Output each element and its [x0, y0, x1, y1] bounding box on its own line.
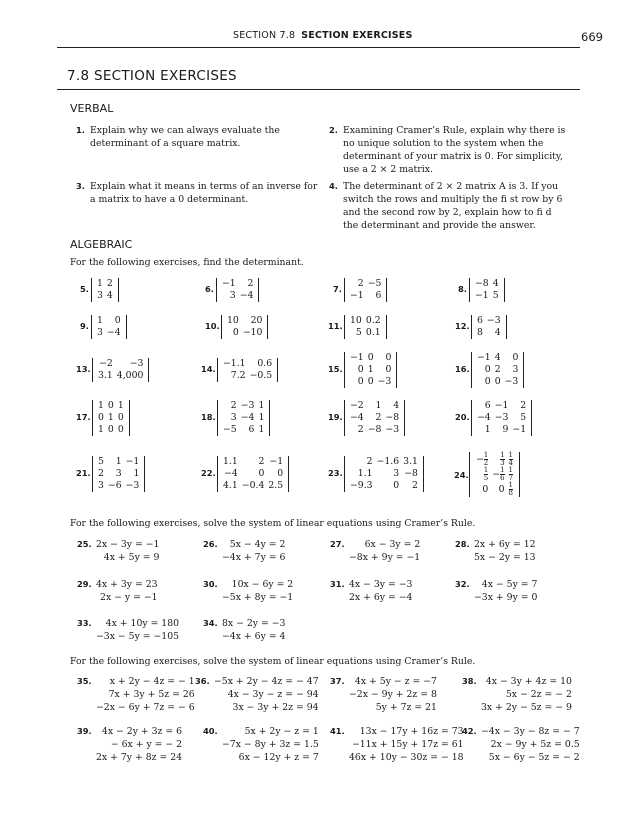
matrix-entry: −1 [494, 400, 509, 411]
matrix-entry: −0.4 [241, 480, 265, 491]
matrix-entry: −2 [99, 358, 113, 369]
exercise-number: 21. [76, 468, 91, 478]
matrix-entry: 6 [375, 290, 382, 301]
equation-system [96, 725, 182, 764]
equation-system [222, 578, 293, 604]
exercise-number: 35. [77, 676, 92, 686]
matrix-entry: −8 [404, 468, 418, 479]
matrix-entry: −5 [367, 278, 382, 289]
matrix-entry: 2 [375, 412, 382, 423]
equation: 7x + 3y + 5z = 26 [108, 689, 195, 700]
matrix-entry: −6 [107, 480, 122, 491]
equation-system [96, 578, 158, 604]
determinant-matrix [344, 352, 397, 388]
matrix-entry: 9 [502, 424, 509, 435]
determinant-matrix [471, 352, 524, 388]
determinant-matrix [344, 278, 387, 302]
matrix-entry: −10 [242, 327, 263, 338]
matrix-entry: 0 [98, 412, 104, 423]
matrix-entry: −1.6 [376, 456, 400, 467]
exercise-number: 34. [203, 618, 218, 628]
equation-system [222, 725, 319, 764]
matrix-entry: 4.1 [223, 480, 238, 491]
matrix-entry: −3 [504, 376, 519, 387]
instructions-cramer-3x3: For the following exercises, solve the system of linear equations using Cramer’s Rule. [70, 656, 476, 667]
determinant-matrix [92, 456, 145, 492]
matrix-entry: −3 [377, 376, 392, 387]
matrix-entry: 1 [117, 400, 124, 411]
matrix-entry: 3.1 [403, 456, 418, 467]
equation-system [349, 675, 437, 714]
determinant-matrix [216, 278, 259, 302]
matrix-entry: 6 [248, 424, 255, 435]
exercise-number: 25. [77, 539, 92, 549]
matrix-entry: 2 [106, 278, 113, 289]
algebraic-heading: ALGEBRAIC [70, 238, 133, 251]
matrix-entry: −3 [494, 412, 509, 423]
determinant-matrix [217, 456, 289, 492]
exercise-number: 30. [203, 579, 218, 589]
matrix-entry: 10 [227, 315, 239, 326]
determinant-matrix [221, 315, 268, 339]
matrix-entry: −4 [240, 412, 255, 423]
matrix-entry: 0.6 [257, 358, 273, 369]
exercise-number: 31. [330, 579, 345, 589]
matrix-entry: 0 [385, 364, 392, 375]
determinant-matrix [344, 456, 424, 492]
matrix-entry: 0 [357, 376, 364, 387]
matrix-entry: 4 [492, 278, 499, 289]
equation: 5x − 2y = 13 [474, 552, 536, 563]
exercise-2: 2. Examining Cramer’s Rule, explain why there is no unique solution to the system when the determinant of your matrix is 0. For simplicity, use a 2 × 2 matrix. [329, 125, 566, 175]
exercise-number: 15. [328, 364, 343, 374]
matrix-entry: −1.1 [223, 358, 246, 369]
equation: 13x − 17y + 16z = 73 [359, 726, 464, 737]
equation: 2x + 6y = −4 [349, 592, 413, 603]
matrix-entry: 2 [98, 468, 104, 479]
instructions-cramer-2x2: For the following exercises, solve the system of linear equations using Cramer’s Rule. [70, 518, 476, 529]
equation: 6x − 12y + z = 7 [238, 752, 319, 763]
equation-system [349, 725, 464, 764]
matrix-entry: 3 [512, 364, 519, 375]
exercise-number: 42. [462, 726, 477, 736]
equation: 3x + 2y − 5z = − 9 [481, 702, 572, 713]
matrix-entry: −1 [222, 278, 236, 289]
matrix-entry: 2 [258, 456, 265, 467]
matrix-entry: 10 [350, 315, 362, 326]
equation: −5x + 8y = −1 [222, 592, 294, 603]
equation: 4x − 2y + 3z = 6 [101, 726, 183, 737]
matrix-entry: 5 [355, 327, 362, 338]
equation: −4x + 7y = 6 [222, 552, 286, 563]
exercise-number: 23. [328, 468, 343, 478]
matrix-entry: 0 [367, 352, 374, 363]
equation: 10x − 6y = 2 [231, 579, 294, 590]
exercise-number: 27. [330, 539, 345, 549]
exercise-number: 26. [203, 539, 218, 549]
matrix-entry: 1 [115, 456, 122, 467]
exercise-number: 17. [76, 412, 91, 422]
matrix-entry: −3 [125, 480, 140, 491]
equation-system [96, 538, 159, 564]
matrix-entry: 6 [484, 400, 491, 411]
matrix-entry: 2 [247, 278, 254, 289]
matrix-entry: 2 [366, 456, 373, 467]
matrix-entry: 0 [277, 468, 284, 479]
section-title: 7.8 SECTION EXERCISES [67, 68, 237, 84]
matrix-entry: −1 [269, 456, 284, 467]
determinant-matrix [469, 278, 505, 302]
matrix-entry: 0 [367, 376, 374, 387]
equation-system [96, 617, 179, 643]
matrix-entry: 1 [97, 315, 103, 326]
exercise-number: 37. [330, 676, 345, 686]
exercise-number: 41. [330, 726, 345, 736]
equation: 4x + 3y = 23 [96, 579, 158, 590]
title-rule [57, 89, 580, 90]
matrix-entry: 3 [98, 480, 104, 491]
equation-system [474, 578, 537, 604]
matrix-entry: −4 [224, 468, 238, 479]
equation: 2x + 6y = 12 [474, 539, 536, 550]
matrix-entry: 0 [494, 376, 501, 387]
determinant-matrix [217, 400, 270, 436]
equation: −2x − 6y + 7z = − 6 [96, 702, 195, 713]
equation: 6x − 3y = 2 [364, 539, 421, 550]
matrix-entry: 1 [98, 424, 104, 435]
matrix-entry: −4 [350, 412, 364, 423]
matrix-entry: 1.1 [223, 456, 238, 467]
matrix-entry: 1.1 [357, 468, 373, 479]
equation: 5x − 2z = − 2 [505, 689, 572, 700]
equation-system [214, 675, 319, 714]
matrix-entry: 1 [133, 468, 140, 479]
matrix-entry: 20 [250, 315, 263, 326]
matrix-entry: 0 [107, 400, 114, 411]
matrix-entry: 0.1 [365, 327, 381, 338]
equation: −3x + 9y = 0 [474, 592, 538, 603]
matrix-entry: 3 [97, 327, 103, 338]
matrix-entry: 3 [97, 290, 103, 301]
matrix-entry: 3 [230, 412, 237, 423]
matrix-entry: 3.1 [98, 370, 113, 381]
matrix-entry: 2 [412, 480, 418, 491]
exercise-1: 1. Explain why we can always evaluate the determinant of a square matrix. [76, 125, 280, 149]
equation-system [349, 538, 420, 564]
equation-system [222, 617, 285, 643]
exercise-3: 3. Explain what it means in terms of an inverse for a matrix to have a 0 determinant. [76, 181, 318, 205]
matrix-entry: 3 [229, 290, 236, 301]
instructions-determinant: For the following exercises, find the determinant. [70, 257, 304, 268]
matrix-entry: 4 [494, 352, 501, 363]
matrix-entry: 0 [117, 424, 124, 435]
matrix-entry: −4 [477, 412, 491, 423]
determinant-matrix [91, 278, 119, 302]
equation: 4x + 5y − z = −7 [354, 676, 437, 687]
matrix-entry: 7.2 [230, 370, 246, 381]
matrix-entry: −1 [125, 456, 140, 467]
matrix-entry: 1 [258, 424, 265, 435]
matrix-entry: 0 [484, 376, 491, 387]
equation: 2x − y = −1 [100, 592, 158, 603]
matrix-entry: 5 [492, 290, 499, 301]
equation: −3x − 5y = −105 [96, 631, 180, 642]
exercise-number: 18. [201, 412, 216, 422]
matrix-entry: −1 [512, 424, 527, 435]
equation: −2x − 9y + 2z = 8 [349, 689, 437, 700]
equation-system [481, 725, 580, 764]
matrix-entry: 4,000 [116, 370, 144, 381]
matrix-entry: 1 [367, 364, 374, 375]
matrix-entry: 0 [512, 352, 519, 363]
exercise-number: 32. [455, 579, 470, 589]
equation-system [481, 675, 572, 714]
matrix-entry: 2.5 [268, 480, 284, 491]
matrix-entry: −9.3 [350, 480, 373, 491]
equation-system [349, 578, 412, 604]
exercise-number: 28. [455, 539, 470, 549]
matrix-entry: 1 [97, 278, 103, 289]
equation: 4x + 5y = 9 [103, 552, 160, 563]
equation: 5x − 6y − 5z = − 2 [488, 752, 580, 763]
exercise-number: 14. [201, 364, 216, 374]
equation: x + 2y − 4z = − 1 [109, 676, 195, 687]
determinant-matrix [471, 400, 532, 436]
exercise-number: 12. [455, 321, 470, 331]
matrix-entry: −3 [385, 424, 400, 435]
matrix-entry: −1 [477, 352, 491, 363]
equation: −5x + 2y − 4z = − 47 [214, 676, 319, 687]
equation: −8x + 9y = −1 [349, 552, 421, 563]
matrix-entry: −8 [475, 278, 489, 289]
equation: 2x − 9y + 5z = 0.5 [490, 739, 580, 750]
matrix-entry: 0 [114, 315, 121, 326]
equation: 5y + 7z = 21 [375, 702, 437, 713]
exercise-number: 7. [333, 284, 342, 294]
matrix-entry: 0 [393, 480, 400, 491]
equation: 46x + 10y − 30z = − 18 [349, 752, 464, 763]
matrix-entry: 3 [393, 468, 400, 479]
matrix-entry: −1 [350, 352, 364, 363]
matrix-entry: 2 [230, 400, 237, 411]
equation: 2x + 7y + 8z = 24 [96, 752, 183, 763]
matrix-entry: 0 [484, 364, 491, 375]
matrix-entry: −3 [129, 358, 144, 369]
determinant-matrix [217, 358, 278, 382]
matrix-entry: 5 [98, 456, 104, 467]
matrix-entry: 0 [357, 364, 364, 375]
matrix-entry: −4 [239, 290, 254, 301]
exercise-number: 19. [328, 412, 343, 422]
equation: 5x + 2y − z = 1 [244, 726, 319, 737]
equation-system [96, 675, 195, 714]
matrix-entry: −2 [350, 400, 364, 411]
exercise-number: 13. [76, 364, 91, 374]
exercise-number: 5. [80, 284, 89, 294]
exercise-number: 22. [201, 468, 216, 478]
equation: − 6x + y = − 2 [110, 739, 183, 750]
matrix-entry: 1 [98, 400, 104, 411]
exercise-number: 6. [205, 284, 214, 294]
verbal-heading: VERBAL [70, 102, 114, 115]
matrix-entry: 3 [115, 468, 122, 479]
matrix-entry: 5 [520, 412, 527, 423]
equation: 4x − 3y = −3 [349, 579, 413, 590]
equation: −4x − 3y − 8z = − 7 [481, 726, 580, 737]
matrix-entry: 6 [477, 315, 483, 326]
exercise-number: 11. [328, 321, 343, 331]
matrix-entry: 0 [117, 412, 124, 423]
matrix-entry: −8 [367, 424, 382, 435]
exercise-number: 36. [195, 676, 210, 686]
matrix-entry: 4 [106, 290, 113, 301]
equation: 8x − 2y = −3 [222, 618, 286, 629]
matrix-entry: 1 [375, 400, 382, 411]
matrix-entry: 1 [484, 424, 491, 435]
exercise-number: 38. [462, 676, 477, 686]
determinant-matrix [92, 400, 130, 436]
determinant-matrix [92, 358, 149, 382]
equation-system [222, 538, 285, 564]
matrix-entry: 4 [494, 327, 501, 338]
determinant-matrix [91, 315, 127, 339]
equation: −4x + 6y = 4 [222, 631, 286, 642]
page-number: 669 [581, 30, 603, 44]
exercise-4: 4. The determinant of 2 × 2 matrix A is 3. If you switch the rows and multiply the fi st row by 6 and the second row by 2, explain how to fi d the determinant and provide the answer. [329, 181, 563, 231]
matrix-entry: −5 [223, 424, 237, 435]
matrix-entry: 2 [357, 278, 364, 289]
matrix-entry: 1 [107, 412, 114, 423]
exercise-number: 16. [455, 364, 470, 374]
exercise-number: 8. [458, 284, 467, 294]
determinant-matrix [344, 315, 387, 339]
matrix-entry: −3 [240, 400, 255, 411]
matrix-entry: −4 [106, 327, 121, 338]
matrix-entry: 2 [520, 400, 527, 411]
exercise-number: 20. [455, 412, 470, 422]
matrix-entry: 0 [107, 424, 114, 435]
matrix-entry: 0 [232, 327, 239, 338]
matrix-entry: 8 [477, 327, 483, 338]
equation: 4x − 5y = 7 [481, 579, 538, 590]
equation: 3x − 3y + 2z = 94 [232, 702, 319, 713]
matrix-entry: 0 [385, 352, 392, 363]
equation: 5x − 4y = 2 [229, 539, 286, 550]
equation: 4x − 3y − z = − 94 [227, 689, 319, 700]
exercise-number: 10. [205, 321, 220, 331]
matrix-entry: −3 [486, 315, 501, 326]
equation: −11x + 15y + 17z = 61 [351, 739, 464, 750]
matrix-entry: 0.2 [365, 315, 381, 326]
matrix-entry: 0 [258, 468, 265, 479]
determinant-matrix [344, 400, 405, 436]
matrix-entry: 4 [393, 400, 400, 411]
header-section: SECTION 7.8 SECTION EXERCISES [233, 30, 413, 41]
determinant-matrix [471, 315, 507, 339]
equation: 4x + 10y = 180 [105, 618, 180, 629]
matrix-entry: 2 [494, 364, 501, 375]
exercise-number: 33. [77, 618, 92, 628]
matrix-entry: −1 [475, 290, 489, 301]
exercise-number: 40. [203, 726, 218, 736]
header-rule [57, 47, 580, 48]
exercise-number: 9. [80, 321, 89, 331]
matrix-entry: 1 [258, 412, 265, 423]
matrix-entry: 2 [357, 424, 364, 435]
matrix-entry: −8 [385, 412, 400, 423]
equation: 4x − 3y + 4z = 10 [485, 676, 572, 687]
exercise-number: 29. [77, 579, 92, 589]
equation: −7x − 8y + 3z = 1.5 [222, 739, 319, 750]
matrix-entry: 1 [258, 400, 265, 411]
equation-system [474, 538, 536, 564]
exercise-number: 39. [77, 726, 92, 736]
matrix-entry: −0.5 [249, 370, 273, 381]
matrix-entry: −1 [350, 290, 364, 301]
equation: 2x − 3y = −1 [96, 539, 160, 550]
